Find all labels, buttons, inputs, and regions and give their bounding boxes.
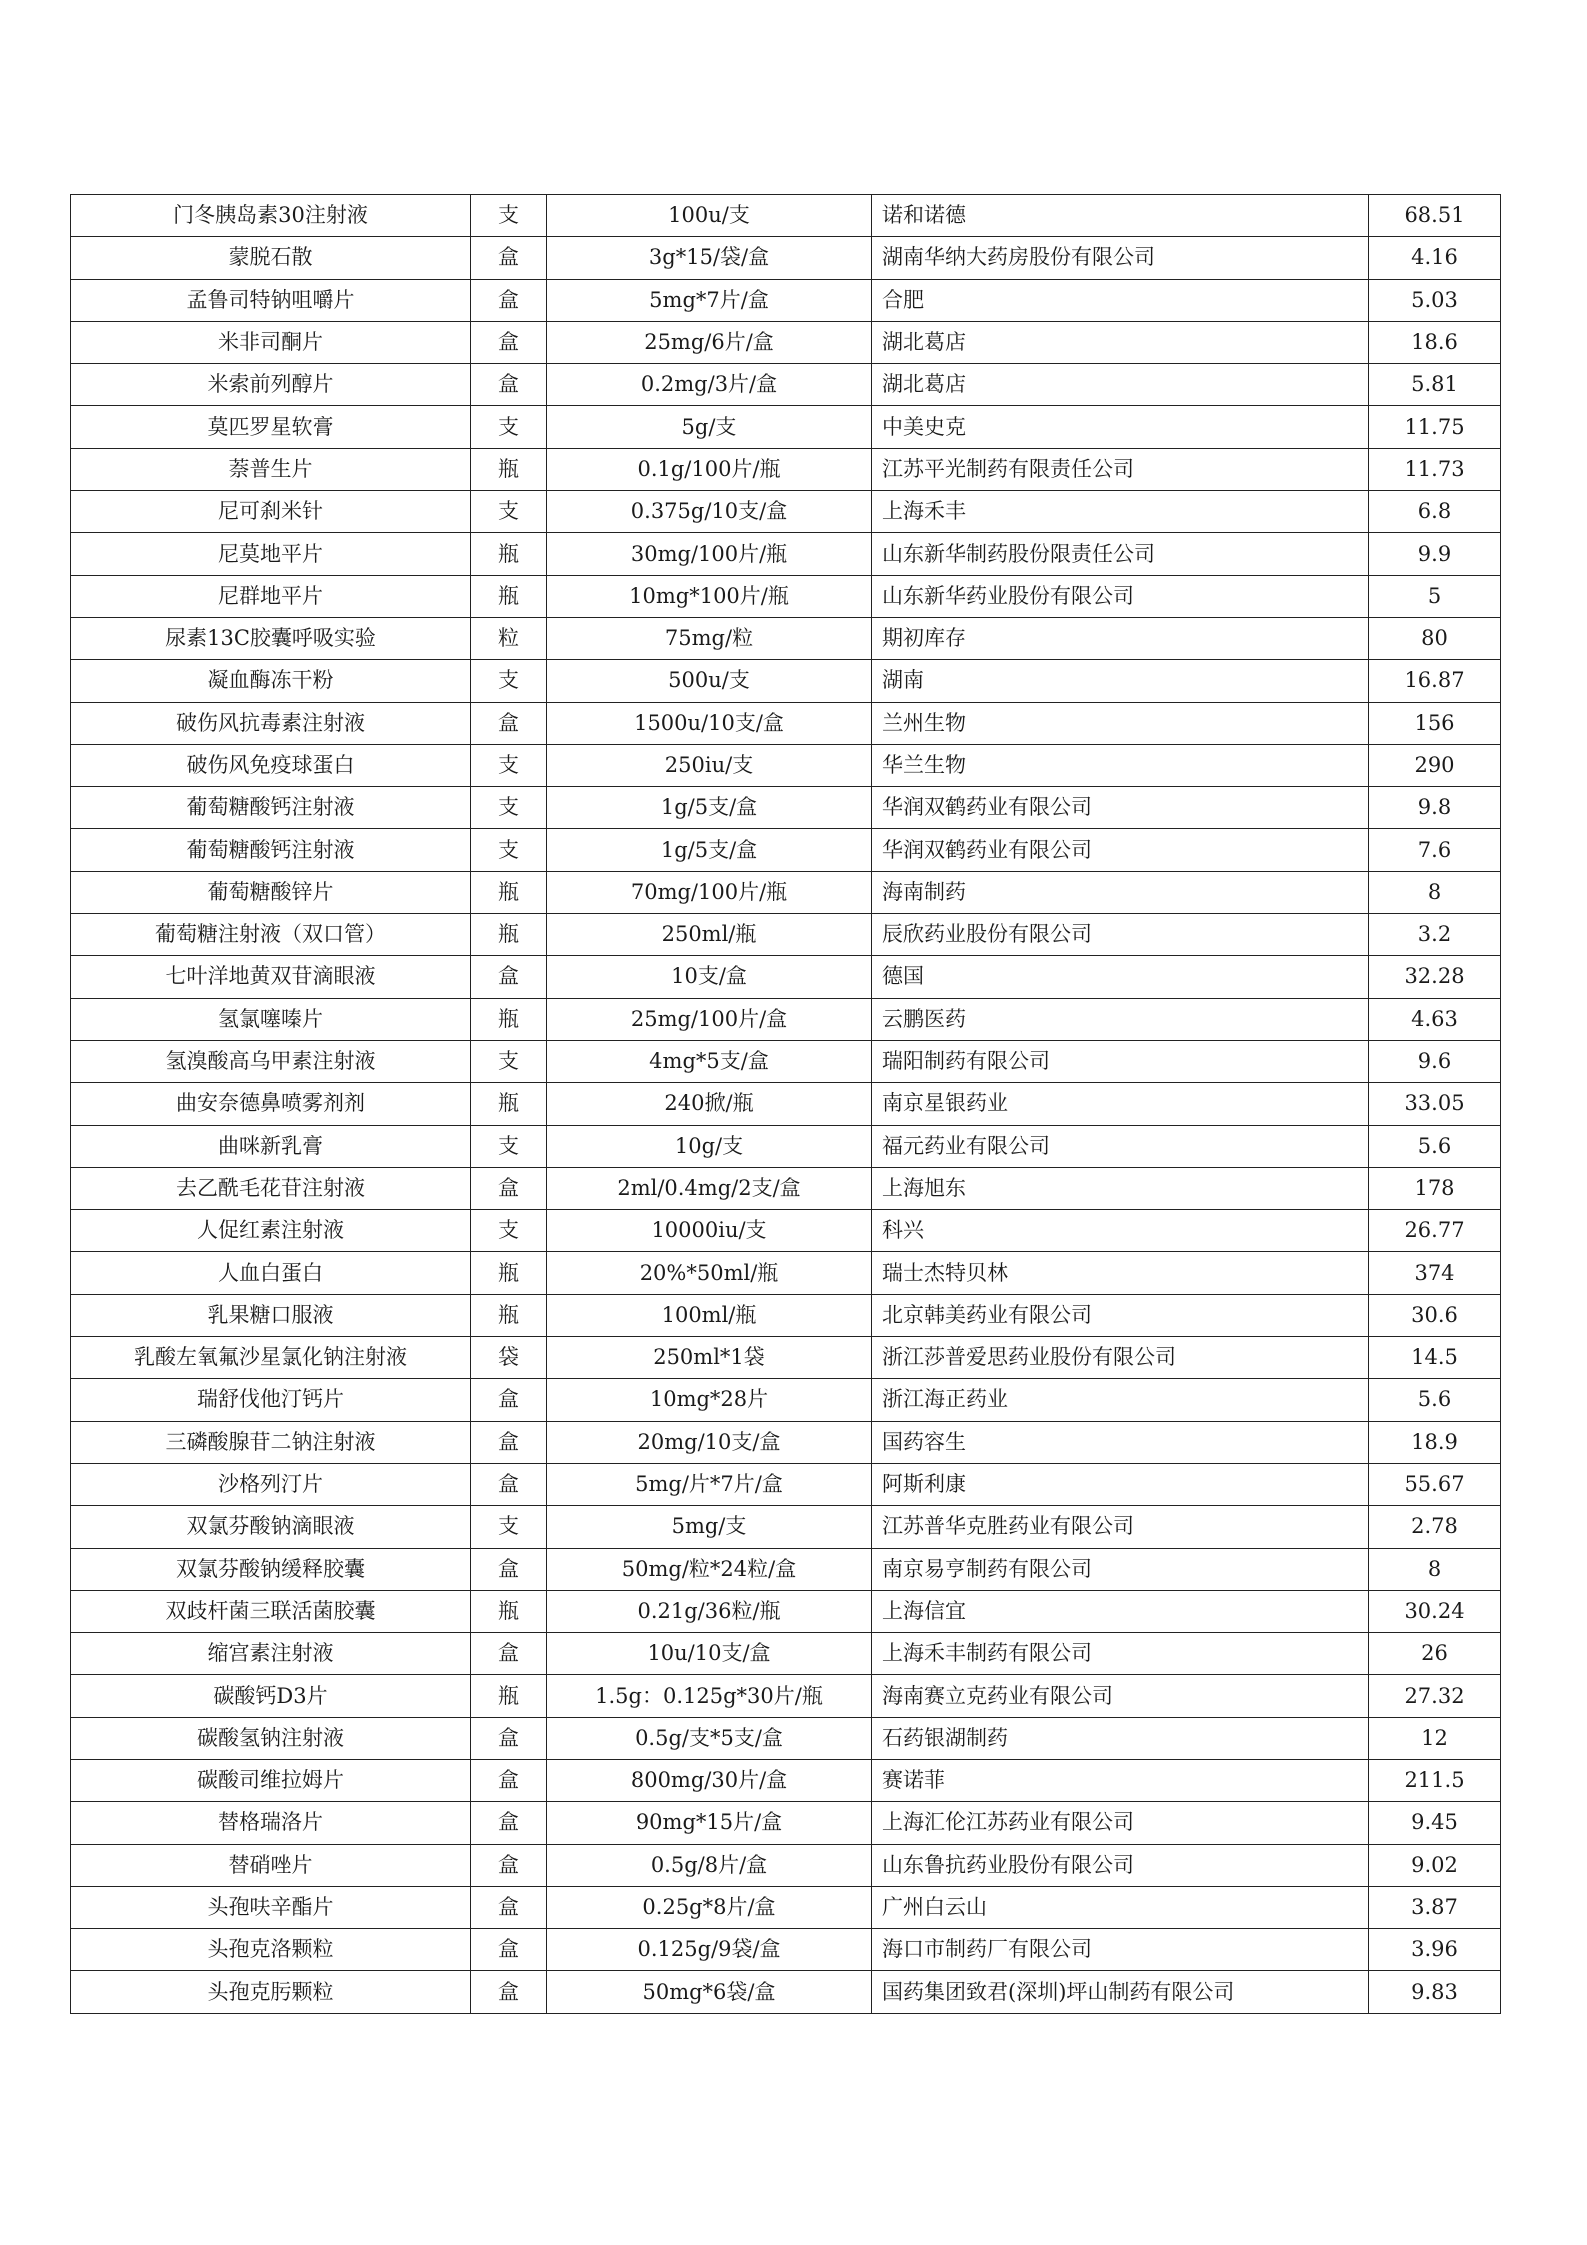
unit-cell: 盒 (471, 321, 547, 363)
table-row (71, 1040, 1501, 1082)
unit-cell: 盒 (471, 1759, 547, 1801)
manufacturer-cell: 期初库存 (872, 617, 1369, 659)
table-row (71, 1717, 1501, 1759)
drug-name-cell: 尿素13C胶囊呼吸实验 (71, 617, 471, 659)
manufacturer-cell: 浙江莎普爱思药业股份有限公司 (872, 1337, 1369, 1379)
drug-name-cell: 双氯芬酸钠缓释胶囊 (71, 1548, 471, 1590)
table-row (71, 1294, 1501, 1336)
price-cell: 11.75 (1369, 406, 1501, 448)
unit-cell: 支 (471, 491, 547, 533)
spec-cell: 0.1g/100片/瓶 (547, 448, 872, 490)
spec-cell: 0.5g/8片/盒 (547, 1844, 872, 1886)
table-row (71, 1929, 1501, 1971)
price-cell: 11.73 (1369, 448, 1501, 490)
table-row (71, 617, 1501, 659)
spec-cell: 800mg/30片/盒 (547, 1759, 872, 1801)
table-row (71, 448, 1501, 490)
drug-name-cell: 碳酸氢钠注射液 (71, 1717, 471, 1759)
spec-cell: 100u/支 (547, 195, 872, 237)
price-cell: 14.5 (1369, 1337, 1501, 1379)
price-cell: 18.9 (1369, 1421, 1501, 1463)
table-row (71, 1252, 1501, 1294)
manufacturer-cell: 广州白云山 (872, 1886, 1369, 1928)
manufacturer-cell: 中美史克 (872, 406, 1369, 448)
drug-name-cell: 替硝唑片 (71, 1844, 471, 1886)
price-cell: 5.81 (1369, 364, 1501, 406)
table-row (71, 1844, 1501, 1886)
drug-name-cell: 尼可刹米针 (71, 491, 471, 533)
price-cell: 3.87 (1369, 1886, 1501, 1928)
manufacturer-cell: 云鹏医药 (872, 998, 1369, 1040)
price-cell: 16.87 (1369, 660, 1501, 702)
table-body (71, 195, 1501, 2014)
manufacturer-cell: 海口市制药厂有限公司 (872, 1929, 1369, 1971)
spec-cell: 30mg/100片/瓶 (547, 533, 872, 575)
drug-name-cell: 门冬胰岛素30注射液 (71, 195, 471, 237)
price-cell: 290 (1369, 744, 1501, 786)
price-cell: 5.6 (1369, 1379, 1501, 1421)
unit-cell: 盒 (471, 279, 547, 321)
drug-name-cell: 头孢克洛颗粒 (71, 1929, 471, 1971)
drug-name-cell: 碳酸司维拉姆片 (71, 1759, 471, 1801)
manufacturer-cell: 石药银湖制药 (872, 1717, 1369, 1759)
unit-cell: 粒 (471, 617, 547, 659)
unit-cell: 盒 (471, 702, 547, 744)
spec-cell: 100ml/瓶 (547, 1294, 872, 1336)
spec-cell: 1g/5支/盒 (547, 829, 872, 871)
drug-name-cell: 蒙脱石散 (71, 237, 471, 279)
spec-cell: 1500u/10支/盒 (547, 702, 872, 744)
price-cell: 5.03 (1369, 279, 1501, 321)
unit-cell: 盒 (471, 1463, 547, 1505)
table-row (71, 914, 1501, 956)
price-cell: 55.67 (1369, 1463, 1501, 1505)
price-cell: 3.2 (1369, 914, 1501, 956)
drug-name-cell: 人促红素注射液 (71, 1210, 471, 1252)
spec-cell: 20%*50ml/瓶 (547, 1252, 872, 1294)
spec-cell: 50mg/粒*24粒/盒 (547, 1548, 872, 1590)
drug-name-cell: 葡萄糖酸锌片 (71, 871, 471, 913)
unit-cell: 盒 (471, 1379, 547, 1421)
spec-cell: 70mg/100片/瓶 (547, 871, 872, 913)
price-cell: 32.28 (1369, 956, 1501, 998)
spec-cell: 240掀/瓶 (547, 1083, 872, 1125)
manufacturer-cell: 南京易亨制药有限公司 (872, 1548, 1369, 1590)
drug-name-cell: 米非司酮片 (71, 321, 471, 363)
price-cell: 18.6 (1369, 321, 1501, 363)
unit-cell: 支 (471, 660, 547, 702)
spec-cell: 0.375g/10支/盒 (547, 491, 872, 533)
manufacturer-cell: 瑞阳制药有限公司 (872, 1040, 1369, 1082)
drug-name-cell: 尼群地平片 (71, 575, 471, 617)
drug-name-cell: 葡萄糖注射液（双口管） (71, 914, 471, 956)
drug-name-cell: 缩宫素注射液 (71, 1633, 471, 1675)
price-cell: 9.83 (1369, 1971, 1501, 2013)
drug-name-cell: 萘普生片 (71, 448, 471, 490)
price-cell: 68.51 (1369, 195, 1501, 237)
manufacturer-cell: 浙江海正药业 (872, 1379, 1369, 1421)
spec-cell: 5mg*7片/盒 (547, 279, 872, 321)
spec-cell: 0.21g/36粒/瓶 (547, 1590, 872, 1632)
spec-cell: 5g/支 (547, 406, 872, 448)
drug-name-cell: 曲咪新乳膏 (71, 1125, 471, 1167)
spec-cell: 10u/10支/盒 (547, 1633, 872, 1675)
table-row (71, 1210, 1501, 1252)
price-cell: 80 (1369, 617, 1501, 659)
unit-cell: 盒 (471, 1421, 547, 1463)
drug-name-cell: 沙格列汀片 (71, 1463, 471, 1505)
unit-cell: 瓶 (471, 1590, 547, 1632)
unit-cell: 盒 (471, 1717, 547, 1759)
table-row (71, 1125, 1501, 1167)
manufacturer-cell: 江苏普华克胜药业有限公司 (872, 1506, 1369, 1548)
spec-cell: 10g/支 (547, 1125, 872, 1167)
manufacturer-cell: 上海禾丰 (872, 491, 1369, 533)
table-row (71, 406, 1501, 448)
price-cell: 9.9 (1369, 533, 1501, 575)
spec-cell: 5mg/支 (547, 1506, 872, 1548)
drug-name-cell: 人血白蛋白 (71, 1252, 471, 1294)
drug-name-cell: 替格瑞洛片 (71, 1802, 471, 1844)
spec-cell: 1.5g：0.125g*30片/瓶 (547, 1675, 872, 1717)
unit-cell: 盒 (471, 1167, 547, 1209)
manufacturer-cell: 华润双鹤药业有限公司 (872, 787, 1369, 829)
price-cell: 8 (1369, 1548, 1501, 1590)
price-cell: 9.6 (1369, 1040, 1501, 1082)
table-row (71, 787, 1501, 829)
table-row (71, 660, 1501, 702)
manufacturer-cell: 诺和诺德 (872, 195, 1369, 237)
spec-cell: 75mg/粒 (547, 617, 872, 659)
manufacturer-cell: 福元药业有限公司 (872, 1125, 1369, 1167)
unit-cell: 盒 (471, 1844, 547, 1886)
price-cell: 27.32 (1369, 1675, 1501, 1717)
drug-name-cell: 七叶洋地黄双苷滴眼液 (71, 956, 471, 998)
table-row (71, 1083, 1501, 1125)
table-row (71, 871, 1501, 913)
unit-cell: 盒 (471, 1929, 547, 1971)
manufacturer-cell: 华兰生物 (872, 744, 1369, 786)
manufacturer-cell: 瑞士杰特贝林 (872, 1252, 1369, 1294)
drug-name-cell: 乳酸左氧氟沙星氯化钠注射液 (71, 1337, 471, 1379)
price-cell: 4.16 (1369, 237, 1501, 279)
table-row (71, 1421, 1501, 1463)
drug-name-cell: 头孢克肟颗粒 (71, 1971, 471, 2013)
price-cell: 6.8 (1369, 491, 1501, 533)
manufacturer-cell: 上海信宜 (872, 1590, 1369, 1632)
manufacturer-cell: 上海旭东 (872, 1167, 1369, 1209)
drug-name-cell: 碳酸钙D3片 (71, 1675, 471, 1717)
unit-cell: 支 (471, 1040, 547, 1082)
unit-cell: 瓶 (471, 1294, 547, 1336)
manufacturer-cell: 湖北葛店 (872, 321, 1369, 363)
table-row (71, 744, 1501, 786)
spec-cell: 50mg*6袋/盒 (547, 1971, 872, 2013)
drug-name-cell: 葡萄糖酸钙注射液 (71, 829, 471, 871)
table-row (71, 1886, 1501, 1928)
unit-cell: 支 (471, 744, 547, 786)
spec-cell: 25mg/6片/盒 (547, 321, 872, 363)
table-row (71, 1379, 1501, 1421)
unit-cell: 瓶 (471, 998, 547, 1040)
unit-cell: 袋 (471, 1337, 547, 1379)
manufacturer-cell: 南京星银药业 (872, 1083, 1369, 1125)
unit-cell: 瓶 (471, 914, 547, 956)
spec-cell: 25mg/100片/盒 (547, 998, 872, 1040)
drug-name-cell: 凝血酶冻干粉 (71, 660, 471, 702)
price-cell: 8 (1369, 871, 1501, 913)
manufacturer-cell: 湖北葛店 (872, 364, 1369, 406)
unit-cell: 瓶 (471, 1252, 547, 1294)
manufacturer-cell: 江苏平光制药有限责任公司 (872, 448, 1369, 490)
price-cell: 211.5 (1369, 1759, 1501, 1801)
price-cell: 30.24 (1369, 1590, 1501, 1632)
drug-name-cell: 葡萄糖酸钙注射液 (71, 787, 471, 829)
table-row (71, 279, 1501, 321)
table-row (71, 364, 1501, 406)
price-cell: 9.45 (1369, 1802, 1501, 1844)
unit-cell: 盒 (471, 1802, 547, 1844)
table-row (71, 1506, 1501, 1548)
table-row (71, 1590, 1501, 1632)
spec-cell: 5mg/片*7片/盒 (547, 1463, 872, 1505)
manufacturer-cell: 德国 (872, 956, 1369, 998)
unit-cell: 盒 (471, 1548, 547, 1590)
unit-cell: 盒 (471, 1971, 547, 2013)
table-row (71, 1167, 1501, 1209)
unit-cell: 支 (471, 829, 547, 871)
table-row (71, 321, 1501, 363)
price-cell: 178 (1369, 1167, 1501, 1209)
price-cell: 3.96 (1369, 1929, 1501, 1971)
price-cell: 7.6 (1369, 829, 1501, 871)
price-cell: 5 (1369, 575, 1501, 617)
drug-name-cell: 曲安奈德鼻喷雾剂剂 (71, 1083, 471, 1125)
drug-name-cell: 孟鲁司特钠咀嚼片 (71, 279, 471, 321)
unit-cell: 瓶 (471, 1675, 547, 1717)
unit-cell: 支 (471, 406, 547, 448)
unit-cell: 瓶 (471, 533, 547, 575)
spec-cell: 3g*15/袋/盒 (547, 237, 872, 279)
table-row (71, 998, 1501, 1040)
drug-name-cell: 氢氯噻嗪片 (71, 998, 471, 1040)
price-cell: 33.05 (1369, 1083, 1501, 1125)
drug-name-cell: 尼莫地平片 (71, 533, 471, 575)
spec-cell: 0.2mg/3片/盒 (547, 364, 872, 406)
manufacturer-cell: 上海禾丰制药有限公司 (872, 1633, 1369, 1675)
manufacturer-cell: 海南赛立克药业有限公司 (872, 1675, 1369, 1717)
table-row (71, 1548, 1501, 1590)
unit-cell: 瓶 (471, 1083, 547, 1125)
spec-cell: 0.25g*8片/盒 (547, 1886, 872, 1928)
table-row (71, 575, 1501, 617)
drug-name-cell: 双歧杆菌三联活菌胶囊 (71, 1590, 471, 1632)
manufacturer-cell: 赛诺菲 (872, 1759, 1369, 1801)
table-row (71, 237, 1501, 279)
manufacturer-cell: 海南制药 (872, 871, 1369, 913)
table-row (71, 1971, 1501, 2013)
drug-name-cell: 破伤风免疫球蛋白 (71, 744, 471, 786)
unit-cell: 支 (471, 787, 547, 829)
manufacturer-cell: 华润双鹤药业有限公司 (872, 829, 1369, 871)
spec-cell: 0.5g/支*5支/盒 (547, 1717, 872, 1759)
unit-cell: 盒 (471, 364, 547, 406)
price-cell: 12 (1369, 1717, 1501, 1759)
manufacturer-cell: 湖南 (872, 660, 1369, 702)
price-cell: 30.6 (1369, 1294, 1501, 1336)
unit-cell: 盒 (471, 1633, 547, 1675)
drug-name-cell: 乳果糖口服液 (71, 1294, 471, 1336)
spec-cell: 250iu/支 (547, 744, 872, 786)
table-row (71, 1337, 1501, 1379)
manufacturer-cell: 山东新华制药股份限责任公司 (872, 533, 1369, 575)
unit-cell: 盒 (471, 1886, 547, 1928)
manufacturer-cell: 山东新华药业股份有限公司 (872, 575, 1369, 617)
unit-cell: 瓶 (471, 871, 547, 913)
drug-name-cell: 瑞舒伐他汀钙片 (71, 1379, 471, 1421)
price-cell: 156 (1369, 702, 1501, 744)
table-row (71, 702, 1501, 744)
price-cell: 9.02 (1369, 1844, 1501, 1886)
spec-cell: 10mg*28片 (547, 1379, 872, 1421)
table-row (71, 491, 1501, 533)
price-cell: 4.63 (1369, 998, 1501, 1040)
drug-name-cell: 头孢呋辛酯片 (71, 1886, 471, 1928)
manufacturer-cell: 合肥 (872, 279, 1369, 321)
spec-cell: 2ml/0.4mg/2支/盒 (547, 1167, 872, 1209)
spec-cell: 1g/5支/盒 (547, 787, 872, 829)
price-cell: 2.78 (1369, 1506, 1501, 1548)
drug-name-cell: 米索前列醇片 (71, 364, 471, 406)
spec-cell: 20mg/10支/盒 (547, 1421, 872, 1463)
unit-cell: 瓶 (471, 575, 547, 617)
manufacturer-cell: 科兴 (872, 1210, 1369, 1252)
price-cell: 26.77 (1369, 1210, 1501, 1252)
drug-name-cell: 破伤风抗毒素注射液 (71, 702, 471, 744)
unit-cell: 盒 (471, 956, 547, 998)
drug-name-cell: 双氯芬酸钠滴眼液 (71, 1506, 471, 1548)
spec-cell: 250ml*1袋 (547, 1337, 872, 1379)
table-row (71, 1463, 1501, 1505)
drug-price-table (70, 194, 1501, 2014)
manufacturer-cell: 阿斯利康 (872, 1463, 1369, 1505)
price-cell: 26 (1369, 1633, 1501, 1675)
table-row (71, 1802, 1501, 1844)
table-row (71, 533, 1501, 575)
unit-cell: 瓶 (471, 448, 547, 490)
price-cell: 374 (1369, 1252, 1501, 1294)
drug-name-cell: 三磷酸腺苷二钠注射液 (71, 1421, 471, 1463)
unit-cell: 支 (471, 1125, 547, 1167)
drug-name-cell: 氢溴酸高乌甲素注射液 (71, 1040, 471, 1082)
price-cell: 9.8 (1369, 787, 1501, 829)
unit-cell: 支 (471, 1210, 547, 1252)
spec-cell: 10支/盒 (547, 956, 872, 998)
table-row (71, 829, 1501, 871)
spec-cell: 500u/支 (547, 660, 872, 702)
table-row (71, 1675, 1501, 1717)
spec-cell: 90mg*15片/盒 (547, 1802, 872, 1844)
spec-cell: 10000iu/支 (547, 1210, 872, 1252)
price-cell: 5.6 (1369, 1125, 1501, 1167)
manufacturer-cell: 上海汇伦江苏药业有限公司 (872, 1802, 1369, 1844)
table-row (71, 1759, 1501, 1801)
drug-name-cell: 莫匹罗星软膏 (71, 406, 471, 448)
spec-cell: 4mg*5支/盒 (547, 1040, 872, 1082)
manufacturer-cell: 山东鲁抗药业股份有限公司 (872, 1844, 1369, 1886)
table-row (71, 956, 1501, 998)
table-row (71, 195, 1501, 237)
spec-cell: 0.125g/9袋/盒 (547, 1929, 872, 1971)
manufacturer-cell: 北京韩美药业有限公司 (872, 1294, 1369, 1336)
unit-cell: 盒 (471, 237, 547, 279)
manufacturer-cell: 兰州生物 (872, 702, 1369, 744)
drug-name-cell: 去乙酰毛花苷注射液 (71, 1167, 471, 1209)
manufacturer-cell: 湖南华纳大药房股份有限公司 (872, 237, 1369, 279)
unit-cell: 支 (471, 1506, 547, 1548)
manufacturer-cell: 国药集团致君(深圳)坪山制药有限公司 (872, 1971, 1369, 2013)
spec-cell: 250ml/瓶 (547, 914, 872, 956)
manufacturer-cell: 辰欣药业股份有限公司 (872, 914, 1369, 956)
table-row (71, 1633, 1501, 1675)
manufacturer-cell: 国药容生 (872, 1421, 1369, 1463)
spec-cell: 10mg*100片/瓶 (547, 575, 872, 617)
unit-cell: 支 (471, 195, 547, 237)
